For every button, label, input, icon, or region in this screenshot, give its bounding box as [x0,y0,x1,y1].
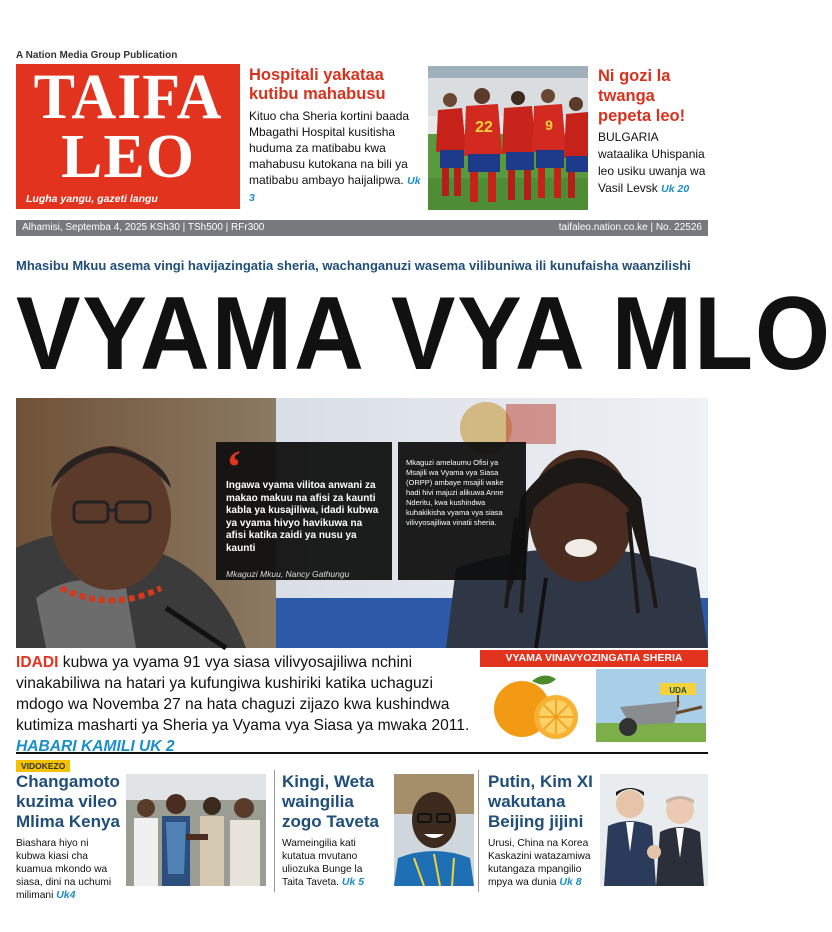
masthead-tagline: Lugha yangu, gazeti langu [26,193,158,205]
masthead-logo[interactable] [16,61,240,209]
story-taveta-body: Wameingilia kati kutatua mvutano uliozuka Bunge la Taita Taveta. Uk 5 [282,838,365,888]
section-divider [16,752,708,754]
publisher-line: A Nation Media Group Publication [16,50,178,61]
story-putin-xi-title: Putin, Kim XI wakutana Beijing jijini [488,772,593,831]
quote-mark-icon: ‘ [226,441,242,494]
section-label: VIDOKEZO [16,760,70,772]
teaser-football-body: BULGARIA wataalika Uhispania leo usiku uwanja wa Vasil Levsk Uk 20 [598,130,706,195]
lead-text: kubwa ya vyama 91 vya siasa vilivyosajiliwa nchini vinakabiliwa na hatari ya kufungiwa kushiriki katika uchaguzi mdogo wa Novemba 27 na hata chaguzi zijazo kwa kushindwa kutimiza masharti ya Sheria ya Vyama vya Siasa ya mwaka 2011. [16,654,470,734]
lead-first-word: IDADI [16,654,59,671]
story-mlima-kenya-photo [126,774,266,886]
story-putin-xi-photo [600,774,708,886]
lead-paragraph [16,652,472,757]
story-mlima-kenya[interactable] [16,772,268,902]
read-more-link[interactable]: HABARI KAMILI UK 2 [16,738,175,755]
website-issue-number: taifaleo.nation.co.ke | No. 22526 [558,222,702,233]
pull-quote-box [216,442,392,580]
teaser-hospital-title: Hospitali yakataa kutibu mahabusu [249,66,386,103]
teaser-hospital[interactable] [249,66,421,206]
compliant-parties-header: VYAMA VINAVYOZINGATIA SHERIA [480,650,708,667]
date-price-bar [16,220,708,236]
teaser-football[interactable] [598,66,708,198]
jersey-number-right: 9 [545,117,553,133]
story-putin-xi-page-ref: Uk 8 [559,876,582,888]
teaser-hospital-page-ref: Uk 3 [249,175,421,204]
photo-caption: Mkaguzi amelaumu Ofisi ya Msajili wa Vyama vya Siasa (ORPP) ambaye msajili wake hadi hivi majuzi alikuwa Anne Nderitu, kwa kushindwa kuhakikisha vyama vya siasa vilivyosajiliwa vinatii sheria. [398,442,526,580]
story-mlima-kenya-body: Biashara hiyo ni kubwa kiasi cha kuamua mkondo wa siasa, dini na uchumi milimani Uk4 [16,838,112,901]
pull-quote-text: Ingawa vyama vilitoa anwani za makao makuu na afisi za kaunti kabla ya kusajiliwa, idadi kubwa ya vyama hivyo havikuwa na afisi katika zaidi ya nusu ya kaunti [226,480,379,554]
masthead-title-line2: LEO [61,123,195,191]
column-separator-2 [478,770,479,892]
story-taveta[interactable] [282,772,472,889]
football-team-photo[interactable] [428,66,588,210]
main-headline[interactable]: VYAMA VYA MLO [16,276,832,392]
story-taveta-photo [394,774,474,886]
main-story-photo[interactable] [16,398,708,648]
story-putin-xi[interactable] [488,772,708,889]
story-mlima-kenya-page-ref: Uk4 [56,889,76,901]
teaser-football-title: Ni gozi la twanga pepeta leo! [598,67,686,125]
wheelbarrow-icon [596,669,706,742]
pull-quote-attribution: Mkaguzi Mkuu, Nancy Gathungu [226,569,350,579]
story-taveta-title: Kingi, Weta waingilia zogo Taveta [282,772,379,831]
party-sign-text: UDA [669,686,687,695]
story-mlima-kenya-title: Changamoto kuzima vileo Mlima Kenya [16,772,120,831]
teaser-football-page-ref: Uk 20 [661,183,690,195]
column-separator [274,770,275,892]
jersey-number-left: 22 [475,119,493,136]
teaser-hospital-body: Kituo cha Sheria kortini baada Mbagathi Hospital kusitisha huduma za matibabu kwa mahabusu kutokana na bili ya matibabu ambayo haijalipwa. Uk 3 [249,109,421,204]
story-taveta-page-ref: Uk 5 [341,876,365,888]
party-symbols-illustration [480,667,708,744]
story-putin-xi-body: Urusi, China na Korea Kaskazini watazamiwa kutangaza mpangilio mpya wa dunia Uk 8 [488,838,591,888]
date-and-price: Alhamisi, Septemba 4, 2025 KSh30 | TSh500 | RFr300 [22,222,265,233]
headline-kicker: Mhasibu Mkuu asema vingi havijazingatia sheria, wachanganuzi wasema vilibuniwa ili kunufaisha waanzilishi [16,258,691,273]
masthead-title-line1: TAIFA [33,61,223,133]
compliant-parties-box[interactable] [480,650,708,744]
